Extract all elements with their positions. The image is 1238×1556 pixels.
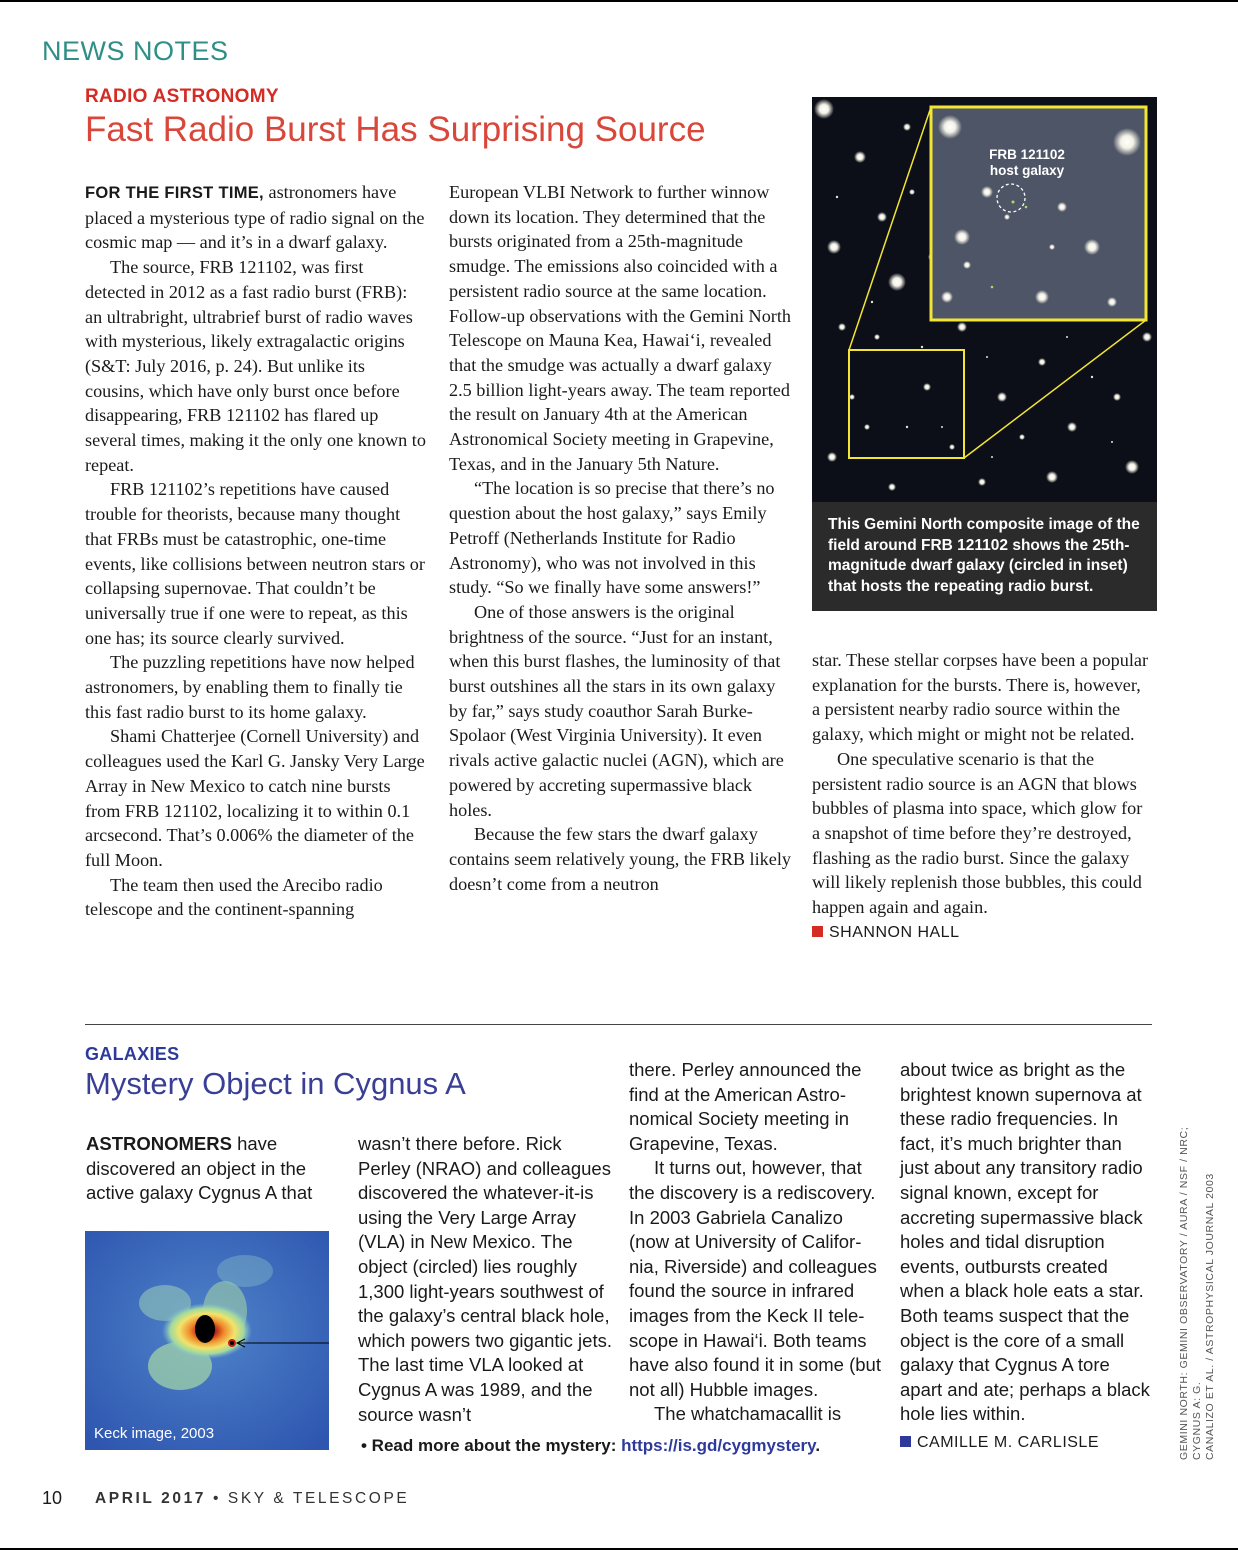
top-rule: [0, 0, 1238, 2]
article1-lead-in: FOR THE FIRST TIME,: [85, 184, 264, 202]
cygnus-a-image-graphic: [85, 1231, 329, 1450]
read-more-end: .: [815, 1436, 821, 1455]
article2-paragraph: about twice as bright as the brightest known supernova at these radio frequencies. In fact, it’s much brighter than just about any transitory radio signal known, except for accreting supermassive black holes and tidal disruption events, outbursts created when a black hole eats a star. Both teams suspect that the object is the core of a small galaxy that Cygnus A tore apart and ate; perhaps a black hole lies within.: [900, 1059, 1150, 1425]
article2-headline: Mystery Object in Cygnus A: [85, 1066, 466, 1101]
article2-column-3: [629, 1058, 884, 1427]
article2-paragraph: It turns out, however, that the discovery is a rediscovery. In 2003 Gabriela Canalizo (now at University of California, Riverside) and colleagues found the source in infrared images from the Keck II telescope in Hawai‘i. Both teams have also found it in some (but not all) Hubble images.: [629, 1157, 881, 1400]
inset-label: FRB 121102 host galaxy: [989, 147, 1065, 178]
article1-paragraph: European VLBI Network to further winnow down its location. They determined that the bursts originated from a 25th-magnitude smudge. The emissions also coincided with a persistent radio source at the same location. Follow-up observations with the Gemini North Telescope on Mauna Kea, Hawai‘i, revealed that the smudge was actually a dwarf galaxy 2.5 billion light-years away. The team reported the result on January 4th at the American Astronomical Society meeting in Grapevine, Texas, and in the January 5th Nature.: [449, 182, 791, 474]
article1-paragraph: Shami Chatterjee (Cornell University) and colleagues used the Karl G. Jansky Very Large Array in New Mexico to catch nine bursts from FRB 121102, localizing it to within 0.1 arcsecond. That’s 0.006% the diameter of the full Moon.: [85, 726, 425, 870]
article1-author: SHANNON HALL: [829, 923, 960, 941]
article1-paragraph: One of those answers is the original brightness of the source. “Just for an instant, when this burst flashes, the luminosity of that burst outshines all the stars in its own galaxy by far,” says study coauthor Sarah Burke-Spolaor (West Virginia University). It even rivals active galactic nuclei (AGN), which are powered by accreting supermassive black holes.: [449, 601, 784, 820]
article2-column-4: [900, 1058, 1155, 1456]
article1-paragraph: One speculative scenario is that the persistent radio source is an AGN that blows bubbles of plasma into space, which glow for a snapshot of time before they’re destroyed, flashing as the radio burst. Since the galaxy will likely replenish those bubbles, this could happen again and again.: [812, 748, 1143, 918]
gemini-image-caption: This Gemini North composite image of the field around FRB 121102 shows the 25th-magnitude dwarf galaxy (circled in inset) that hosts the repeating radio burst.: [812, 502, 1157, 611]
keck-image-caption: Keck image, 2003: [94, 1425, 215, 1442]
section-title: NEWS NOTES: [42, 36, 229, 66]
photo-credits: [1178, 1080, 1217, 1460]
keck-image: [85, 1231, 329, 1450]
read-more-link[interactable]: https://is.gd/cygmystery: [621, 1436, 816, 1455]
page-number: 10: [42, 1488, 63, 1508]
credit-line-2: CANALIZO ET AL. / ASTROPHYSICAL JOURNAL 2003: [1204, 1173, 1216, 1460]
article1-headline: Fast Radio Burst Has Surprising Source: [85, 110, 706, 149]
gemini-composite-image: [812, 97, 1157, 502]
footer-issue: [95, 1490, 409, 1508]
read-more-line: [361, 1436, 820, 1456]
article2-author: CAMILLE M. CARLISLE: [917, 1433, 1099, 1451]
article1-paragraph: “The location is so precise that there’s no question about the host galaxy,” says Emily Petroff (Netherlands Institute for Radio Astronomy), who was not involved in this study. “So we finally have some answers!”: [449, 478, 775, 598]
footer-bullet: •: [212, 1490, 221, 1507]
magazine-name: SKY & TELESCOPE: [227, 1490, 410, 1507]
article1-paragraph: The source, FRB 121102, was first detected in 2012 as a fast radio burst (FRB): an ultrabright, ultrabrief burst of radio waves with mysterious, likely extragalactic origins (S&T: July 2016, p. 24). But unlike its cousins, which have only burst once before disappearing, FRB 121102 has flared up several times, making it the only one known to repeat.: [85, 257, 426, 475]
article1-paragraph: The team then used the Arecibo radio telescope and the continent-spanning: [85, 874, 383, 920]
article1-paragraph: The puzzling repetitions have now helped astronomers, by enabling them to finally tie this fast radio burst to its home galaxy.: [85, 652, 415, 722]
article1-paragraph: Because the few stars the dwarf galaxy contains seem relatively young, the FRB likely doesn’t come from a neutron: [449, 824, 791, 894]
article1-paragraph: star. These stellar corpses have been a popular explanation for the bursts. There is, however, a persistent nearby radio source within the galaxy, which might or might not be related.: [812, 650, 1149, 745]
article2-lead-in: ASTRONOMERS: [86, 1133, 232, 1154]
credit-line-1: GEMINI NORTH: GEMINI OBSERVATORY / AURA / NSF / NRC; CYGNUS A: G.: [1178, 1126, 1203, 1460]
article2-byline: [900, 1431, 1155, 1456]
article1-byline: [812, 921, 1152, 946]
bottom-rule: [0, 1548, 1238, 1550]
read-more-label: • Read more about the mystery:: [361, 1436, 622, 1455]
article2-paragraph: The whatchamacallit is: [654, 1403, 842, 1425]
article1-paragraph: astronomers have placed a mysterious type of radio signal on the cosmic map — and it’s in a dwarf galaxy.: [85, 182, 425, 253]
article1-kicker: RADIO ASTRONOMY: [85, 86, 279, 107]
article1-paragraph: FRB 121102’s repetitions have caused trouble for theorists, because many thought that FRBs must be catastrophic, one-time events, like collisions between neutron stars or collapsing supernovae. That couldn’t be universally true if one were to repeat, as this one has; its source clearly survived.: [85, 479, 425, 648]
article2-kicker: GALAXIES: [85, 1044, 180, 1064]
article1-column-1: [85, 180, 427, 922]
article2-paragraph: wasn’t there before. Rick Perley (NRAO) and colleagues discovered the whatever-it-is using the Very Large Array (VLA) in New Mexico. The object (circled) lies roughly 1,300 light-years southwest of the galaxy’s central black hole, which powers two gigantic jets. The last time VLA looked at Cygnus A was 1989, and the source wasn’t: [358, 1133, 612, 1425]
article1-column-2: [449, 180, 791, 896]
article2-paragraph: there. Perley announced the find at the American Astronomical Society meeting in Grapevine, Texas.: [629, 1059, 862, 1154]
article2-column-1: [86, 1132, 336, 1206]
blue-square-icon: [900, 1436, 911, 1447]
article2-column-2: [358, 1132, 613, 1427]
issue-date: APRIL 2017: [95, 1490, 207, 1507]
red-square-icon: [812, 926, 823, 937]
article-divider: [85, 1024, 1152, 1025]
article1-column-3: [812, 648, 1152, 945]
article2-paragraph: have discovered an object in the active galaxy Cygnus A that: [86, 1133, 313, 1204]
